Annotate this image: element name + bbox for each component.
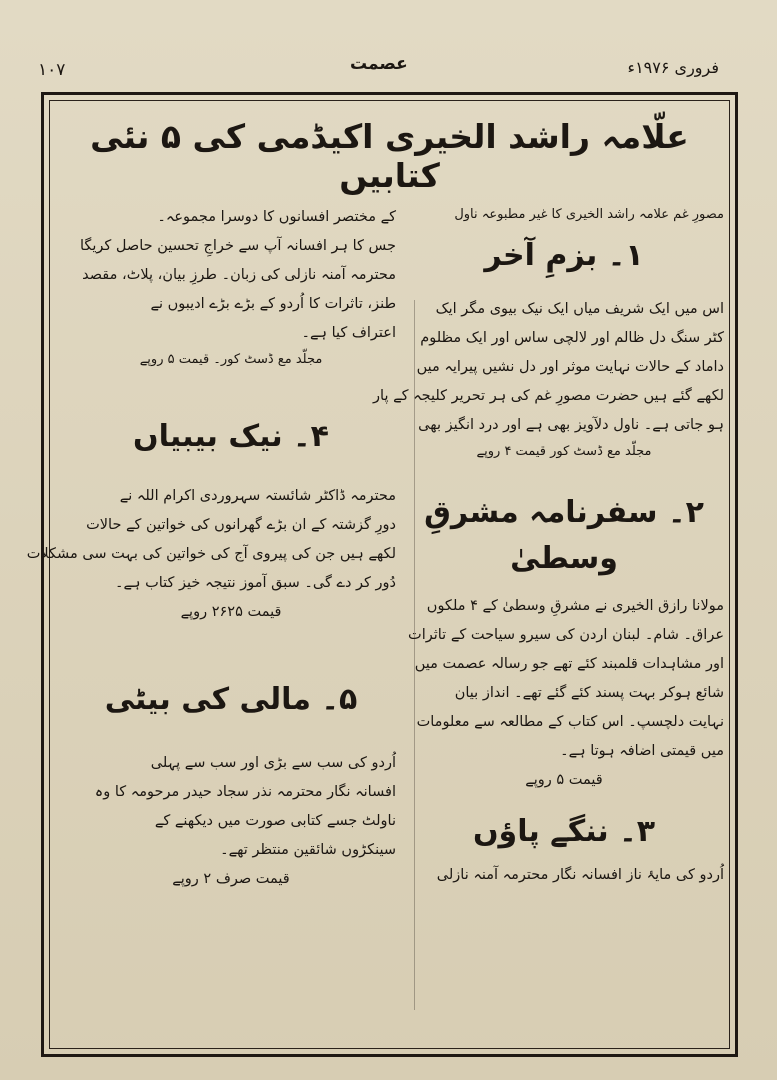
book3-line: اعتراف کیا ہے۔ bbox=[301, 325, 396, 341]
book4-price: قیمت ۲۶۲۵ روپے bbox=[180, 604, 282, 620]
book2-title: ۲۔ سفرنامہ مشرقِ وسطیٰ bbox=[424, 495, 704, 576]
book3-intro-line: اُردو کی مایۂ ناز افسانہ نگار محترمہ آمنہ نازلی bbox=[436, 867, 724, 883]
left-column bbox=[26, 203, 396, 894]
book5-title: ۵۔ مالی کی بیٹی bbox=[104, 682, 358, 717]
issue-date: فروری ۱۹۷۶ء bbox=[627, 58, 719, 77]
book2-line: عراق۔ شام۔ لبنان اردن کی سیرو سیاحت کے تاثرات bbox=[408, 627, 724, 643]
book3-description bbox=[66, 203, 396, 348]
book2-line: نہایت دلچسپ۔ اس کتاب کے مطالعہ سے معلومات bbox=[416, 714, 724, 730]
book3-line: کے مختصر افسانوں کا دوسرا مجموعہ۔ bbox=[157, 209, 396, 225]
magazine-name: عصمت bbox=[350, 54, 408, 74]
book3-line: طنز، تاثرات کا اُردو کے بڑے بڑے ادیبوں نے bbox=[150, 296, 396, 312]
book1-title: ۱۔ بزمِ آخر bbox=[484, 238, 644, 273]
book1-price: مجلّد مع ڈسٹ کور قیمت ۴ روپے bbox=[476, 444, 652, 459]
book3-title: ۳۔ ننگے پاؤں bbox=[472, 814, 656, 849]
ad-title: علّامہ راشد الخیری اکیڈمی کی ۵ نئی کتابیں bbox=[90, 117, 689, 195]
right-column bbox=[373, 203, 724, 890]
book5-line: افسانہ نگار محترمہ نذر سجاد حیدر مرحومہ کا وہ bbox=[94, 784, 396, 800]
book3-price: مجلّد مع ڈسٹ کور۔ قیمت ۵ روپے bbox=[139, 352, 323, 367]
book5-line: ناولٹ جسے کتابی صورت میں دیکھنے کے bbox=[154, 813, 396, 829]
book3-line: محترمہ آمنہ نازلی کی زبان۔ طرزِ بیان، پلاٹ، مقصد bbox=[82, 267, 396, 283]
book1-line: اس میں ایک شریف میاں ایک نیک بیوی مگر ایک bbox=[435, 301, 724, 317]
book2-line: شائع ہوکر بہت پسند کئے گئے تھے۔ انداز بیان bbox=[454, 685, 724, 701]
book2-line: مولانا رازق الخیری نے مشرقِ وسطیٰ کے ۴ ملکوں bbox=[426, 598, 724, 614]
book4-line: دُور کر دے گی۔ سبق آموز نتیجہ خیز کتاب ہے۔ bbox=[114, 575, 396, 591]
book5-line: اُردو کی سب سے بڑی اور سب سے پہلی bbox=[150, 755, 396, 771]
book5-line: سینکڑوں شائقین منتظر تھے۔ bbox=[220, 842, 396, 858]
book4-line: لکھے ہیں جن کی پیروی آج کی خواتین کی بہت سی مشکلات bbox=[26, 546, 396, 562]
book4-title: ۴۔ نیک بیبیاں bbox=[133, 419, 329, 454]
book1-line: ہو جاتی ہے۔ ناول دلآویز بھی ہے اور درد انگیز بھی bbox=[418, 417, 724, 433]
book5-price: قیمت صرف ۲ روپے bbox=[172, 871, 290, 887]
book3-line: جس کا ہر افسانہ آپ سے خراجِ تحسین حاصل کریگا bbox=[79, 238, 396, 254]
book2-line: اور مشاہدات قلمبند کئے تھے جو رسالہ عصمت میں bbox=[414, 656, 724, 672]
book2-line: میں قیمتی اضافہ ہوتا ہے۔ bbox=[560, 743, 724, 759]
book1-line: داماد کے حالات نہایت موثر اور دل نشیں پیرایہ میں bbox=[416, 359, 724, 375]
book2-price: قیمت ۵ روپے bbox=[525, 772, 603, 788]
book1-line: کٹر سنگ دل ظالم اور لالچی ساس اور ایک مظلوم bbox=[420, 330, 724, 346]
book1-intro: مصورِ غم علامہ راشد الخیری کا غیر مطبوعہ ناول bbox=[454, 207, 724, 222]
book4-line: دورِ گزشتہ کے ان بڑے گھرانوں کی خواتین کے حالات bbox=[86, 517, 396, 533]
book1-line: لکھے گئے ہیں حضرت مصورِ غم کی ہر تحریر کلیجہ کے پار bbox=[373, 388, 724, 404]
book2-description bbox=[404, 592, 724, 766]
book4-line: محترمہ ڈاکٹر شائستہ سہروردی اکرام اللہ نے bbox=[119, 488, 396, 504]
advertisement-frame bbox=[26, 92, 738, 1057]
book5-description bbox=[66, 749, 396, 865]
book1-description bbox=[373, 295, 724, 440]
book4-description bbox=[26, 482, 396, 598]
page-number: ۱۰۷ bbox=[38, 60, 66, 80]
